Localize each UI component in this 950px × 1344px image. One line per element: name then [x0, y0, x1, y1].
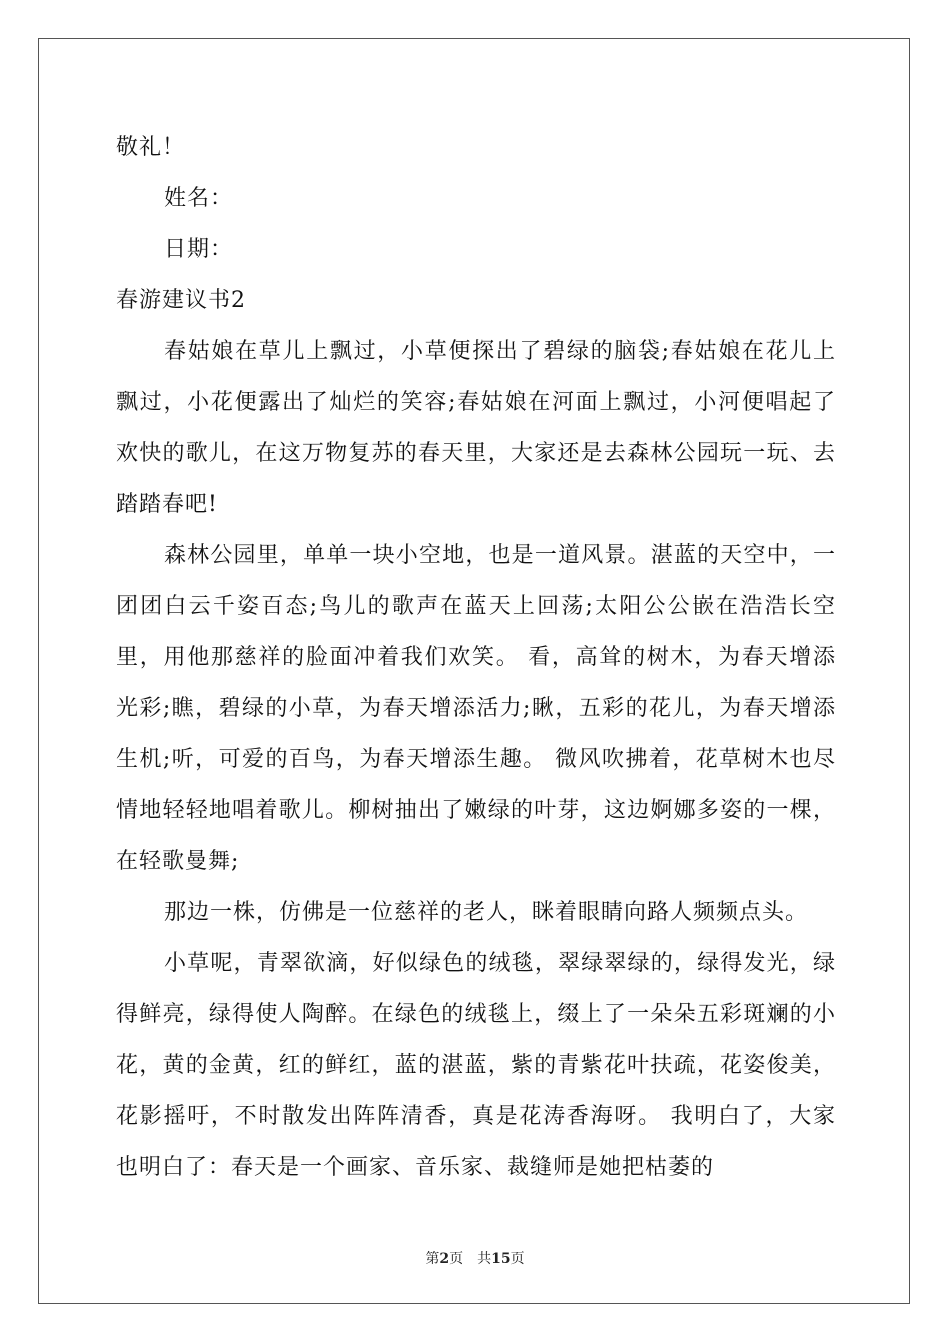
paragraph-1: 春姑娘在草儿上飘过，小草便探出了碧绿的脑袋;春姑娘在花儿上飘过，小花便露出了灿烂的笑容;春姑娘在河面上飘过，小河便唱起了欢快的歌儿，在这万物复苏的春天里，大家还是去森林公园玩一玩、去踏踏春吧!: [116, 339, 836, 517]
page-footer: [0, 1248, 950, 1268]
footer-page-total: 15: [491, 1251, 511, 1267]
footer-page-current: 2: [439, 1251, 450, 1267]
name-label: 姓名：: [164, 186, 234, 211]
document-body: [116, 122, 836, 1193]
footer-page-suffix: 页: [510, 1251, 525, 1267]
paragraph-4: 小草呢，青翠欲滴，好似绿色的绒毯，翠绿翠绿的，绿得发光，绿得鲜亮，绿得使人陶醉。在绿色的绒毯上，缀上了一朵朵五彩斑斓的小花，黄的金黄，红的鲜红，蓝的湛蓝，紫的青紫花叶扶疏，花姿俊美，花影摇吁，不时散发出阵阵清香，真是花涛香海呀。 我明白了，大家也明白了：春天是一个画家、音乐家、裁缝师是她把枯萎的: [116, 951, 836, 1180]
section-title: 春游建议书2: [116, 288, 246, 313]
footer-page-mid: 页 共: [449, 1251, 492, 1267]
paragraph-2: 森林公园里，单单一块小空地，也是一道风景。湛蓝的天空中，一团团白云千姿百态;鸟儿的歌声在蓝天上回荡;太阳公公嵌在浩浩长空里，用他那慈祥的脸面冲着我们欢笑。 看，高耸的树木，为春天增添光彩;瞧，碧绿的小草，为春天增添活力;瞅，五彩的花儿，为春天增添生机;听，可爱的百鸟，为春天增添生趣。 微风吹拂着，花草树木也尽情地轻轻地唱着歌儿。柳树抽出了嫩绿的叶芽，这边婀娜多姿的一棵，在轻歌曼舞;: [116, 543, 836, 874]
footer-page-prefix: 第: [425, 1251, 440, 1267]
date-label: 日期：: [164, 237, 234, 262]
closing-salutation: 敬礼！: [116, 135, 186, 160]
paragraph-3: 那边一株，仿佛是一位慈祥的老人，眯着眼睛向路人频频点头。: [164, 900, 809, 925]
